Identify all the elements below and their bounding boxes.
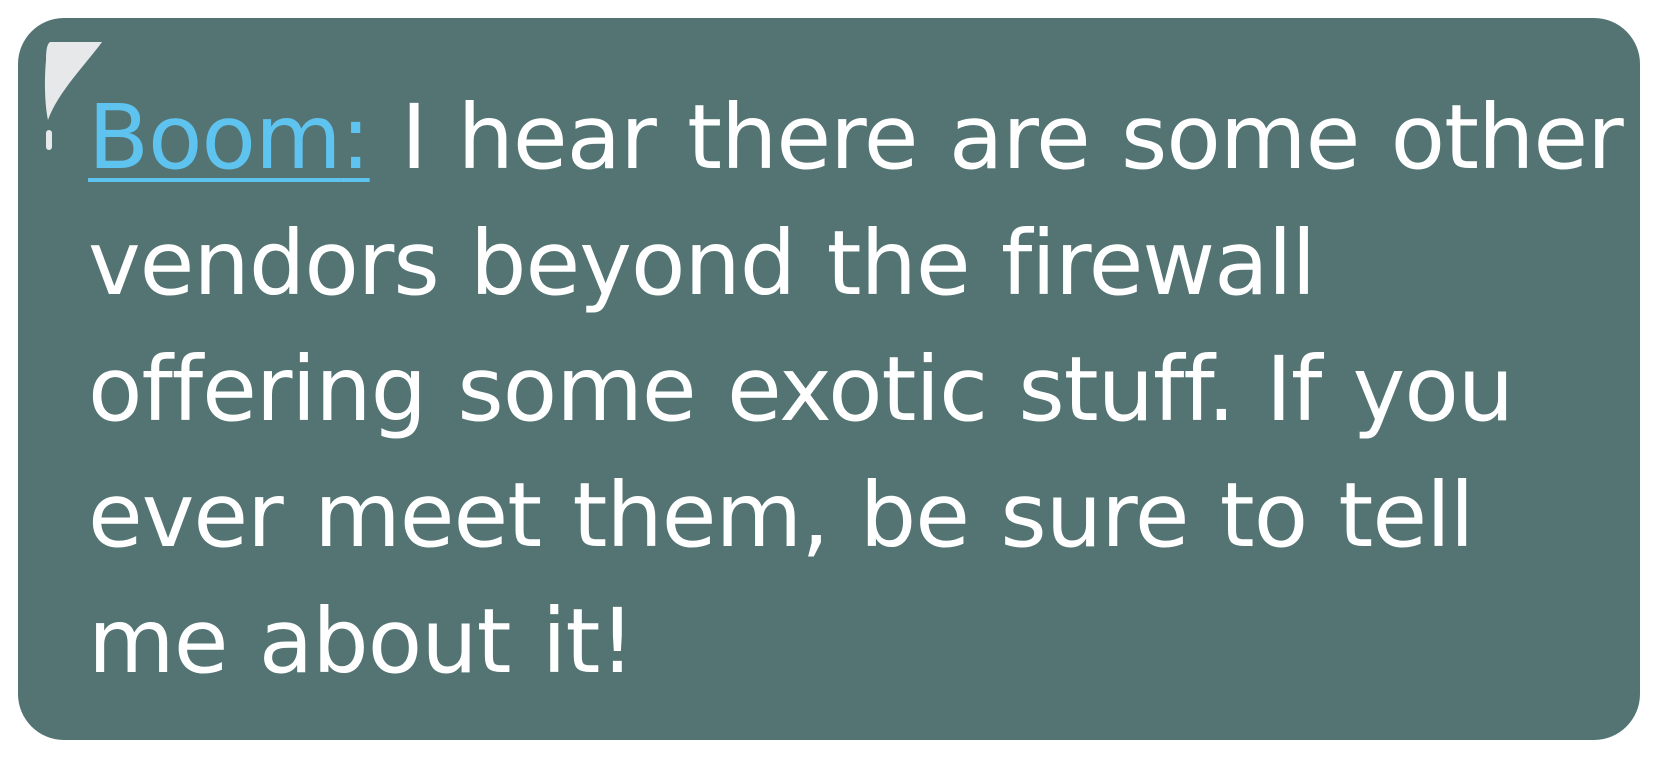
speaker-separator: : [340, 85, 370, 189]
page-curl-tick [46, 130, 52, 150]
dialog-box[interactable] [18, 18, 1640, 740]
speaker-name[interactable] [88, 85, 370, 189]
speaker-name-label: Boom [88, 85, 341, 189]
dialog-text [88, 74, 1636, 704]
dialog-message: I hear there are some other vendors beyond the firewall offering some exotic stuff. If you ever meet them, be sure to tell me about it! [88, 85, 1623, 693]
